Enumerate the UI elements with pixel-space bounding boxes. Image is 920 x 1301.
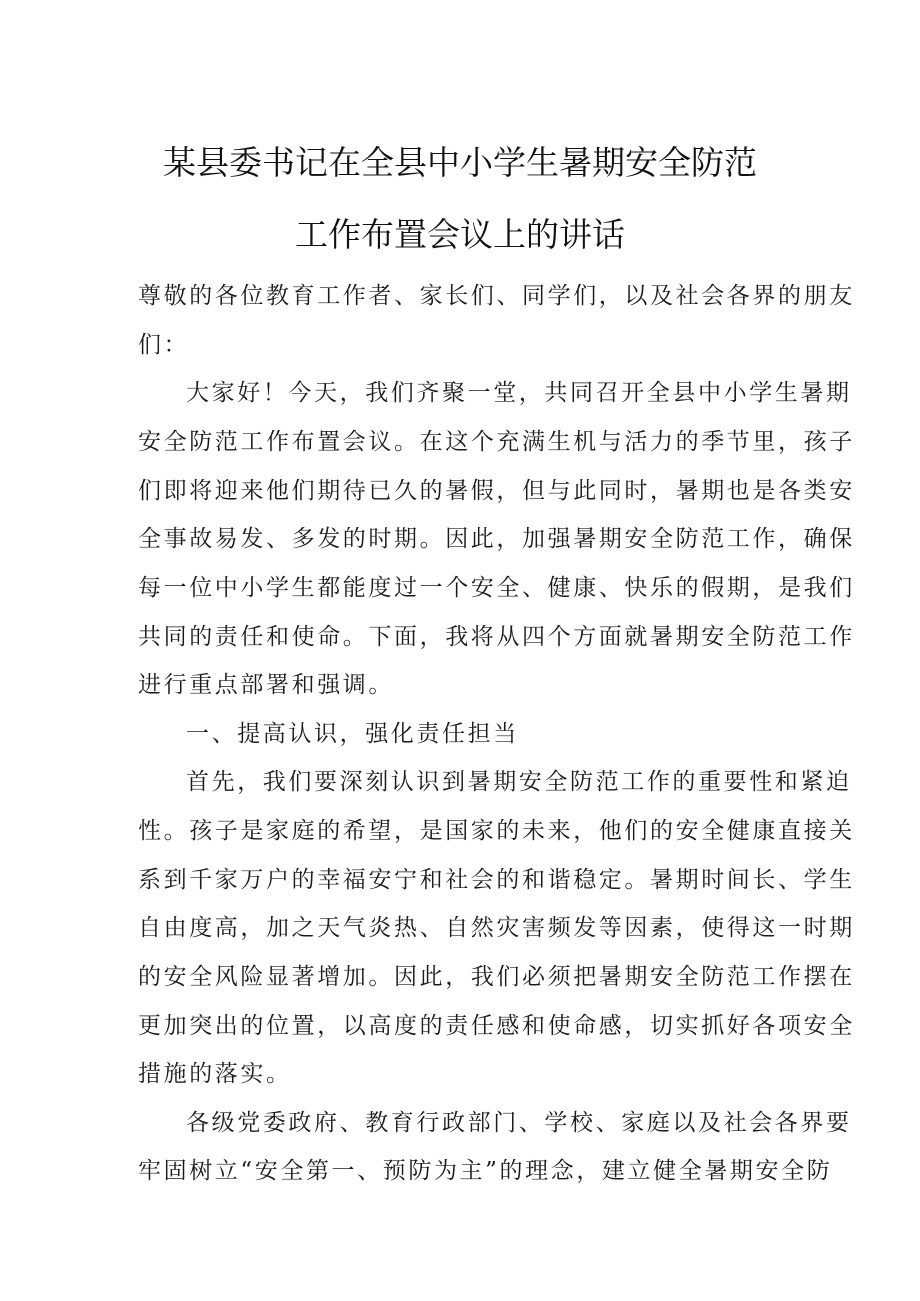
body-line: 安全防范工作布置会议。在这个充满生机与活力的季节里，孩子 [138, 429, 855, 455]
body-line: 措施的落实。 [138, 1061, 292, 1087]
document-title-line-1: 某县委书记在全县中小学生暑期安全防范 [163, 143, 757, 182]
body-line: 们即将迎来他们期待已久的暑假，但与此同时，暑期也是各类安 [138, 478, 855, 504]
paragraph-first-line: 大家好！今天，我们齐聚一堂，共同召开全县中小学生暑期 [186, 380, 852, 406]
paragraph-first-line: 各级党委政府、教育行政部门、学校、家庭以及社会各界要 [186, 1110, 852, 1136]
body-line: 性。孩子是家庭的希望，是国家的未来，他们的安全健康直接关 [138, 818, 855, 844]
body-line: 系到千家万户的幸福安宁和社会的和谐稳定。暑期时间长、学生 [138, 867, 855, 893]
section-heading: 一、提高认识，强化责任担当 [186, 721, 519, 747]
paragraph-first-line: 首先，我们要深刻认识到暑期安全防范工作的重要性和紧迫 [186, 769, 852, 795]
body-line: 尊敬的各位教育工作者、家长们、同学们，以及社会各界的朋友 [138, 283, 855, 309]
body-line: 每一位中小学生都能度过一个安全、健康、快乐的假期，是我们 [138, 575, 855, 601]
body-line: 更加突出的位置，以高度的责任感和使命感，切实抓好各项安全 [138, 1013, 855, 1039]
body-line: 进行重点部署和强调。 [138, 672, 394, 698]
body-line: 共同的责任和使命。下面，我将从四个方面就暑期安全防范工作 [138, 624, 855, 650]
document-title-line-2: 工作布置会议上的讲话 [295, 215, 625, 254]
body-line: 牢固树立“安全第一、预防为主”的理念，建立健全暑期安全防 [138, 1158, 833, 1184]
body-line: 自由度高，加之天气炎热、自然灾害频发等因素，使得这一时期 [138, 915, 855, 941]
body-line: 全事故易发、多发的时期。因此，加强暑期安全防范工作，确保 [138, 526, 855, 552]
body-line: 的安全风险显著增加。因此，我们必须把暑期安全防范工作摆在 [138, 964, 855, 990]
body-line: 们： [138, 332, 190, 358]
